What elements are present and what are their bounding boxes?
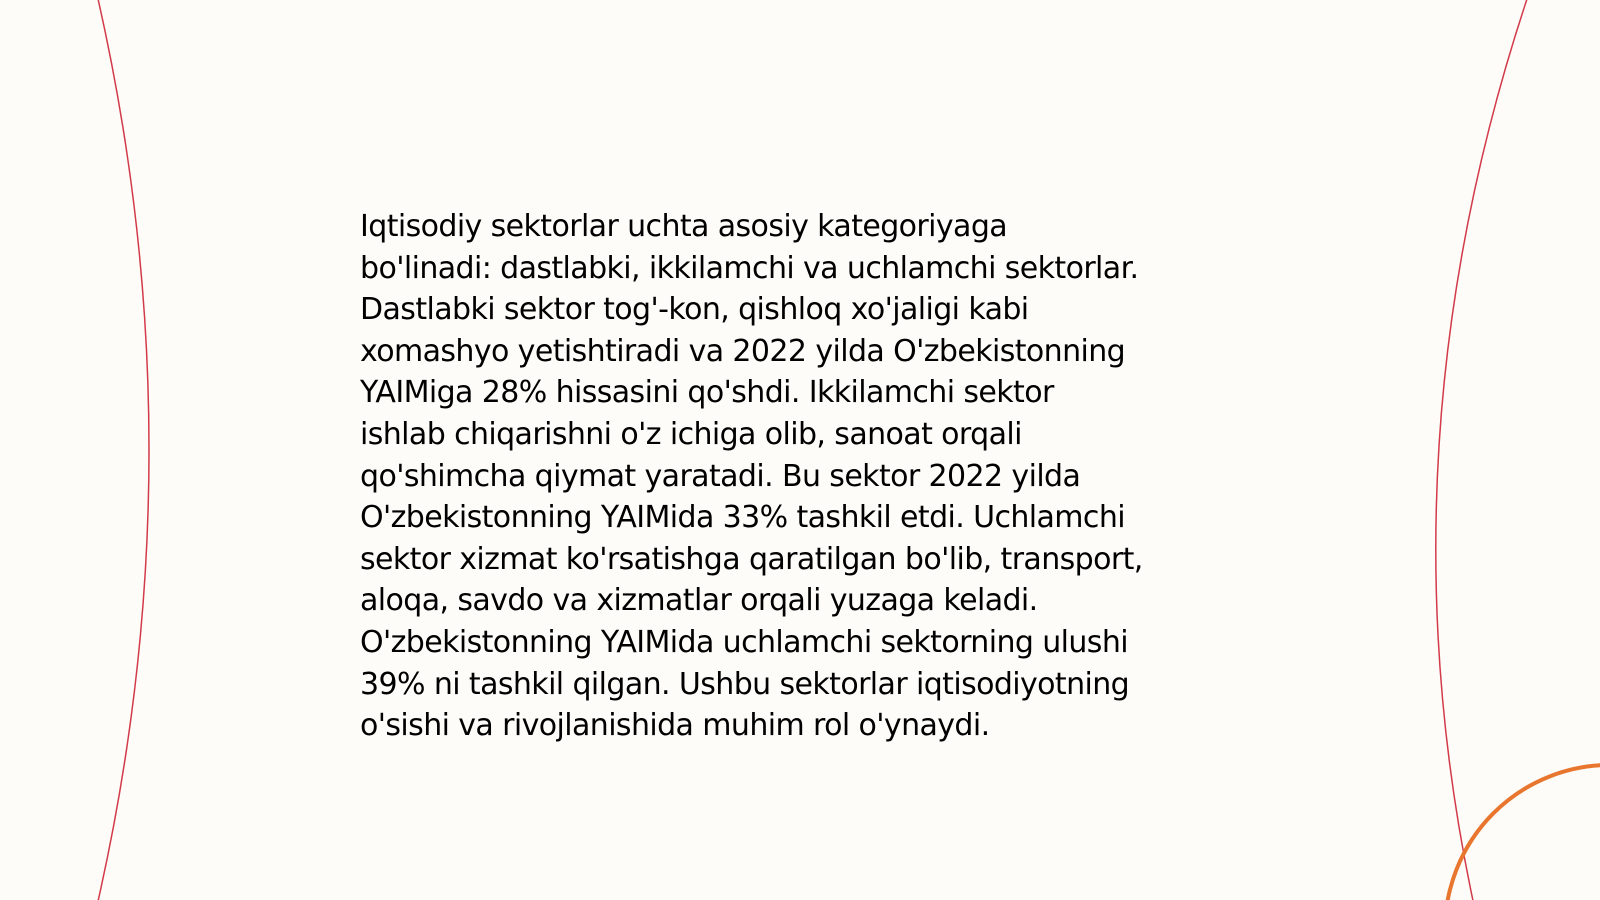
body-line: qo'shimcha qiymat yaratadi. Bu sektor 2022 yilda: [360, 458, 1081, 494]
right-curve-line: [1436, 0, 1530, 900]
body-line: o'sishi va rivojlanishida muhim rol o'ynaydi.: [360, 708, 990, 744]
body-line: O'zbekistonning YAIMida 33% tashkil etdi. Uchlamchi: [360, 500, 1125, 536]
body-line: sektor xizmat ko'rsatishga qaratilgan bo'lib, transport,: [360, 541, 1143, 577]
slide-body-text: [360, 206, 1260, 747]
body-line: bo'linadi: dastlabki, ikkilamchi va uchlamchi sektorlar.: [360, 250, 1139, 286]
body-line: 39% ni tashkil qilgan. Ushbu sektorlar iqtisodiyotning: [360, 666, 1130, 702]
body-line: ishlab chiqarishni o'z ichiga olib, sanoat orqali: [360, 416, 1022, 452]
left-curve-line: [96, 0, 149, 900]
body-line: aloqa, savdo va xizmatlar orqali yuzaga keladi.: [360, 583, 1038, 619]
body-line: O'zbekistonning YAIMida uchlamchi sektorning ulushi: [360, 624, 1128, 660]
body-line: Iqtisodiy sektorlar uchta asosiy kategoriyaga: [360, 209, 1008, 244]
body-line: Dastlabki sektor tog'-kon, qishloq xo'jaligi kabi: [360, 292, 1029, 328]
body-line: YAIMiga 28% hissasini qo'shdi. Ikkilamchi sektor: [360, 375, 1054, 411]
body-line: xomashyo yetishtiradi va 2022 yilda O'zbekistonning: [360, 333, 1126, 369]
